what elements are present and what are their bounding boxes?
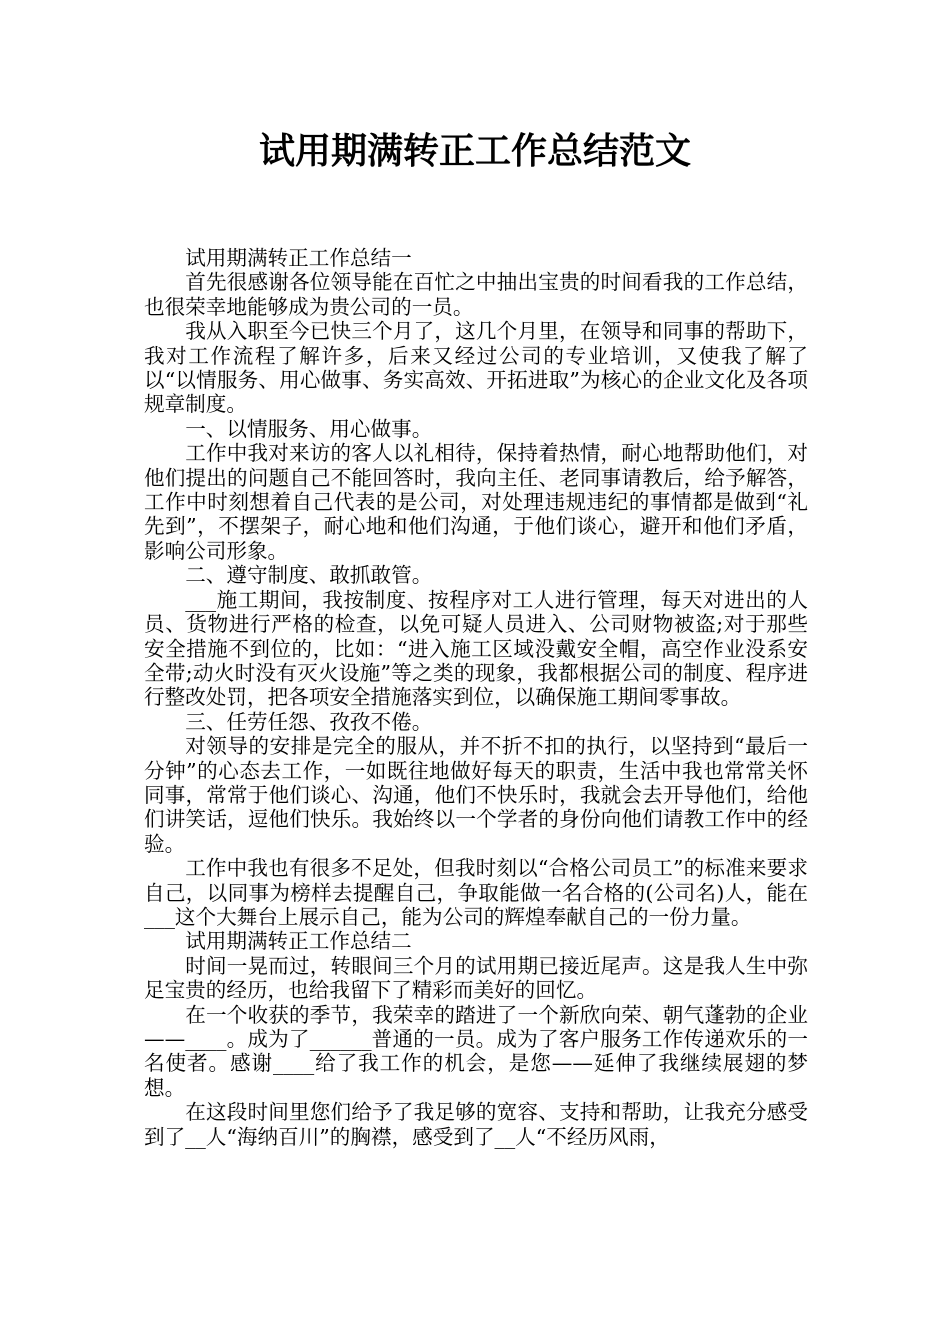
paragraph: 工作中我对来访的客人以礼相待，保持着热情，耐心地帮助他们，对他们提出的问题自己不能回答时，我向主任、老同事请教后，给予解答，工作中时刻想着自己代表的是公司，对处理违规违纪的事情都是做到“礼先到”，不摆架子，耐心地和他们沟通，于他们谈心，避开和他们矛盾，影响公司形象。: [144, 441, 808, 563]
document-title: 试用期满转正工作总结范文: [258, 131, 691, 172]
paragraph: 我从入职至今已快三个月了，这几个月里，在领导和同事的帮助下，我对工作流程了解许多，后来又经过公司的专业培训，又使我了解了以“以情服务、用心做事、务实高效、开拓进取”为核心的企业文化及各项规章制度。: [144, 319, 808, 417]
paragraph: ___施工期间，我按制度、按程序对工人进行管理，每天对进出的人员、货物进行严格的检查，以免可疑人员进入、公司财物被盗;对于那些安全措施不到位的，比如：“进入施工区域没戴安全帽，高空作业没系安全带;动火时没有灭火设施”等之类的现象，我都根据公司的制度、程序进行整改处罚，把各项安全措施落实到位，以确保施工期间零事故。: [144, 587, 808, 710]
document-body: [144, 246, 808, 1149]
subsection-heading: 三、任劳任怨、孜孜不倦。: [185, 709, 433, 734]
section-heading: 试用期满转正工作总结二: [185, 929, 412, 954]
paragraph: 在一个收获的季节，我荣幸的踏进了一个新欣向荣、朝气蓬勃的企业——____。成为了______普通的一员。成为了客户服务工作传递欢乐的一名使者。感谢____给了我工作的机会，是您——延伸了我继续展翅的梦想。: [144, 1002, 808, 1100]
paragraph: 在这段时间里您们给予了我足够的宽容、支持和帮助，让我充分感受到了__人“海纳百川”的胸襟，感受到了__人“不经历风雨，: [144, 1100, 808, 1149]
section-heading: 试用期满转正工作总结一: [185, 246, 412, 270]
paragraph: 时间一晃而过，转眼间三个月的试用期已接近尾声。这是我人生中弥足宝贵的经历，也给我留下了精彩而美好的回忆。: [144, 953, 808, 1003]
paragraph: 首先很感谢各位领导能在百忙之中抽出宝贵的时间看我的工作总结，也很荣幸地能够成为贵公司的一员。: [144, 270, 808, 319]
paragraph: 对领导的安排是完全的服从，并不折不扣的执行，以坚持到“最后一分钟”的心态去工作，一如既往地做好每天的职责，生活中我也常常关怀同事，常常于他们谈心、沟通，他们不快乐时，我就会去开导他们，给他们讲笑话，逗他们快乐。我始终以一个学者的身份向他们请教工作中的经验。: [144, 734, 808, 856]
paragraph: 工作中我也有很多不足处，但我时刻以“合格公司员工”的标准来要求自己，以同事为榜样去提醒自己，争取能做一名合格的(公司名)人，能在___这个大舞台上展示自己，能为公司的辉煌奉献自己的一份力量。: [144, 856, 808, 929]
subsection-heading: 二、遵守制度、敢抓敢管。: [185, 563, 433, 588]
subsection-heading: 一、以情服务、用心做事。: [185, 416, 433, 441]
